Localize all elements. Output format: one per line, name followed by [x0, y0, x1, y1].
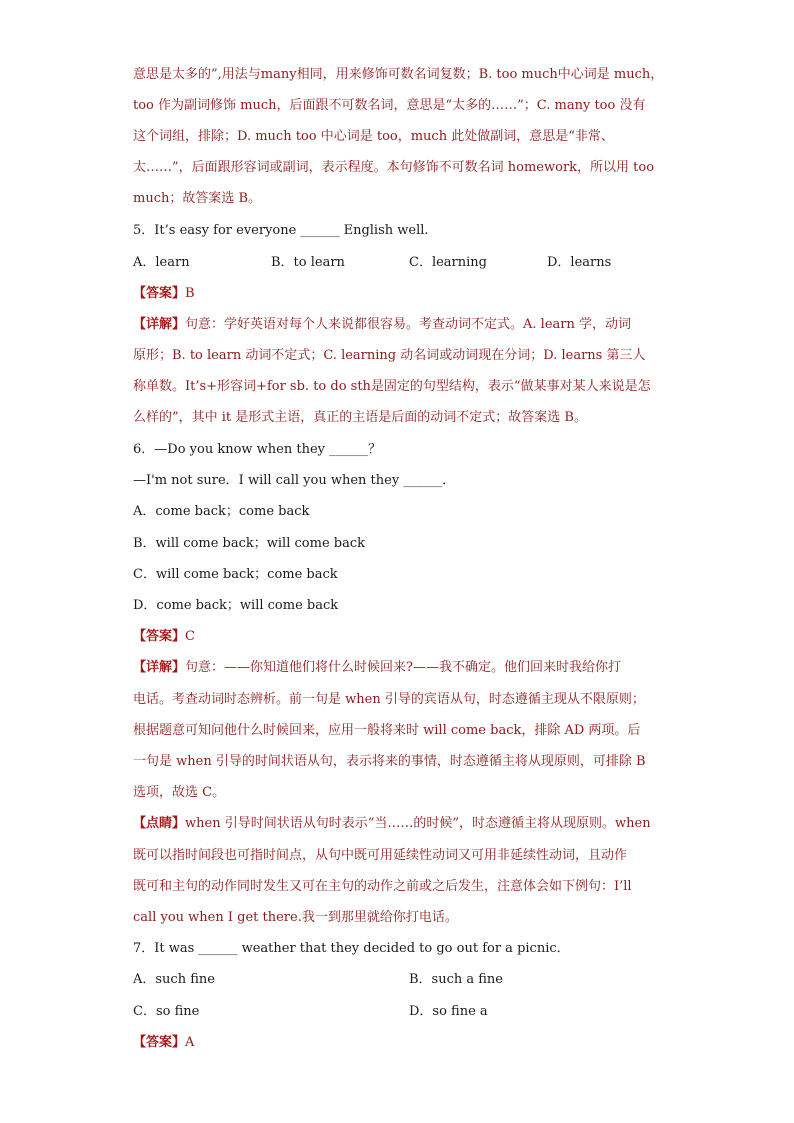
- q5-option-b: B．to learn: [271, 255, 345, 270]
- note-tag: 【点睛】: [133, 816, 186, 831]
- q5-answer: [133, 284, 195, 304]
- explanation-line: 这个词组，排除；D. much too 中心词是 too，much 此处做副词，意思是“非常、: [133, 129, 614, 144]
- explanation-line: 意思是太多的”,用法与many相同，用来修饰可数名词复数；B. too much中心词是 much，: [133, 67, 664, 82]
- q6-note-line-2: 既可以指时间段也可指时间点，从句中既可用延续性动词又可用非延续性动词，且动作: [133, 848, 628, 863]
- q7-option-d: D．so fine a: [409, 1004, 488, 1019]
- explanation-line: too 作为副词修饰 much，后面跟不可数名词，意思是“太多的……”；C. many too 没有: [133, 98, 646, 113]
- q6-option-c: C．will come back；come back: [133, 567, 338, 582]
- q6-detail-line-3: 根据题意可知问他什么时候回来，应用一般将来时 will come back，排除 AD 两项。后: [133, 723, 641, 738]
- q5-detail-line-4: 么样的”，其中 it 是形式主语，真正的主语是后面的动词不定式；故答案选 B。: [133, 410, 587, 425]
- answer-value: B: [185, 286, 195, 301]
- note-text: when 引导时间状语从句时表示“当……的时候”，时态遵循主将从现原则。when: [185, 816, 651, 831]
- q6-detail-line-4: 一句是 when 引导的时间状语从句，表示将来的事情，时态遵循主将从现原则，可排除 B: [133, 754, 646, 769]
- question-5-stem: 5．It’s easy for everyone ______ English well.: [133, 223, 429, 238]
- q5-detail-line-3: 称单数。It’s+形容词+for sb. to do sth是固定的句型结构，表示“做某事对某人来说是怎: [133, 379, 651, 394]
- detail-tag: 【详解】: [133, 660, 186, 675]
- q6-note-line-1: [133, 814, 651, 834]
- q6-detail-line-5: 选项，故选 C。: [133, 785, 226, 800]
- q7-option-b: B．such a fine: [409, 972, 504, 987]
- q7-option-a: A．such fine: [133, 972, 215, 987]
- question-6-stem-2: —I'm not sure．I will call you when they ______．: [133, 473, 456, 488]
- explanation-line: much；故答案选 B。: [133, 191, 262, 206]
- detail-text: 句意：学好英语对每个人来说都很容易。考查动词不定式。A. learn 学，动词: [185, 317, 631, 332]
- answer-value: A: [185, 1035, 195, 1050]
- q5-option-d: D．learns: [547, 255, 612, 270]
- q6-note-line-4: call you when I get there.我一到那里就给你打电话。: [133, 910, 458, 925]
- answer-tag: 【答案】: [133, 286, 186, 301]
- explanation-line: 太……”，后面跟形容词或副词，表示程度。本句修饰不可数名词 homework，所以用 too: [133, 160, 655, 175]
- q6-option-b: B．will come back；will come back: [133, 536, 366, 551]
- q6-detail-line-1: [133, 658, 621, 678]
- answer-tag: 【答案】: [133, 1035, 186, 1050]
- q7-answer: [133, 1033, 194, 1053]
- question-6-stem-1: 6．—Do you know when they ______？: [133, 442, 382, 457]
- q6-answer: [133, 627, 195, 647]
- q5-option-a: A．learn: [133, 255, 190, 270]
- q5-detail-line-1: [133, 315, 631, 335]
- detail-text: 句意：——你知道他们将什么时候回来?——我不确定。他们回来时我给你打: [185, 660, 621, 675]
- q6-option-d: D．come back；will come back: [133, 598, 339, 613]
- answer-tag: 【答案】: [133, 629, 186, 644]
- q6-note-line-3: 既可和主句的动作同时发生又可在主句的动作之前或之后发生，注意体会如下例句：I’ll: [133, 879, 632, 894]
- question-7-stem: 7．It was ______ weather that they decided to go out for a picnic．: [133, 941, 570, 956]
- detail-tag: 【详解】: [133, 317, 186, 332]
- q6-detail-line-2: 电话。考查动词时态辨析。前一句是 when 引导的宾语从句，时态遵循主现从不限原则；: [133, 692, 645, 707]
- q5-detail-line-2: 原形；B. to learn 动词不定式；C. learning 动名词或动词现在分词；D. learns 第三人: [133, 348, 646, 363]
- q6-option-a: A．come back；come back: [133, 504, 310, 519]
- answer-value: C: [185, 629, 195, 644]
- q5-option-c: C．learning: [409, 255, 487, 270]
- q7-option-c: C．so fine: [133, 1004, 200, 1019]
